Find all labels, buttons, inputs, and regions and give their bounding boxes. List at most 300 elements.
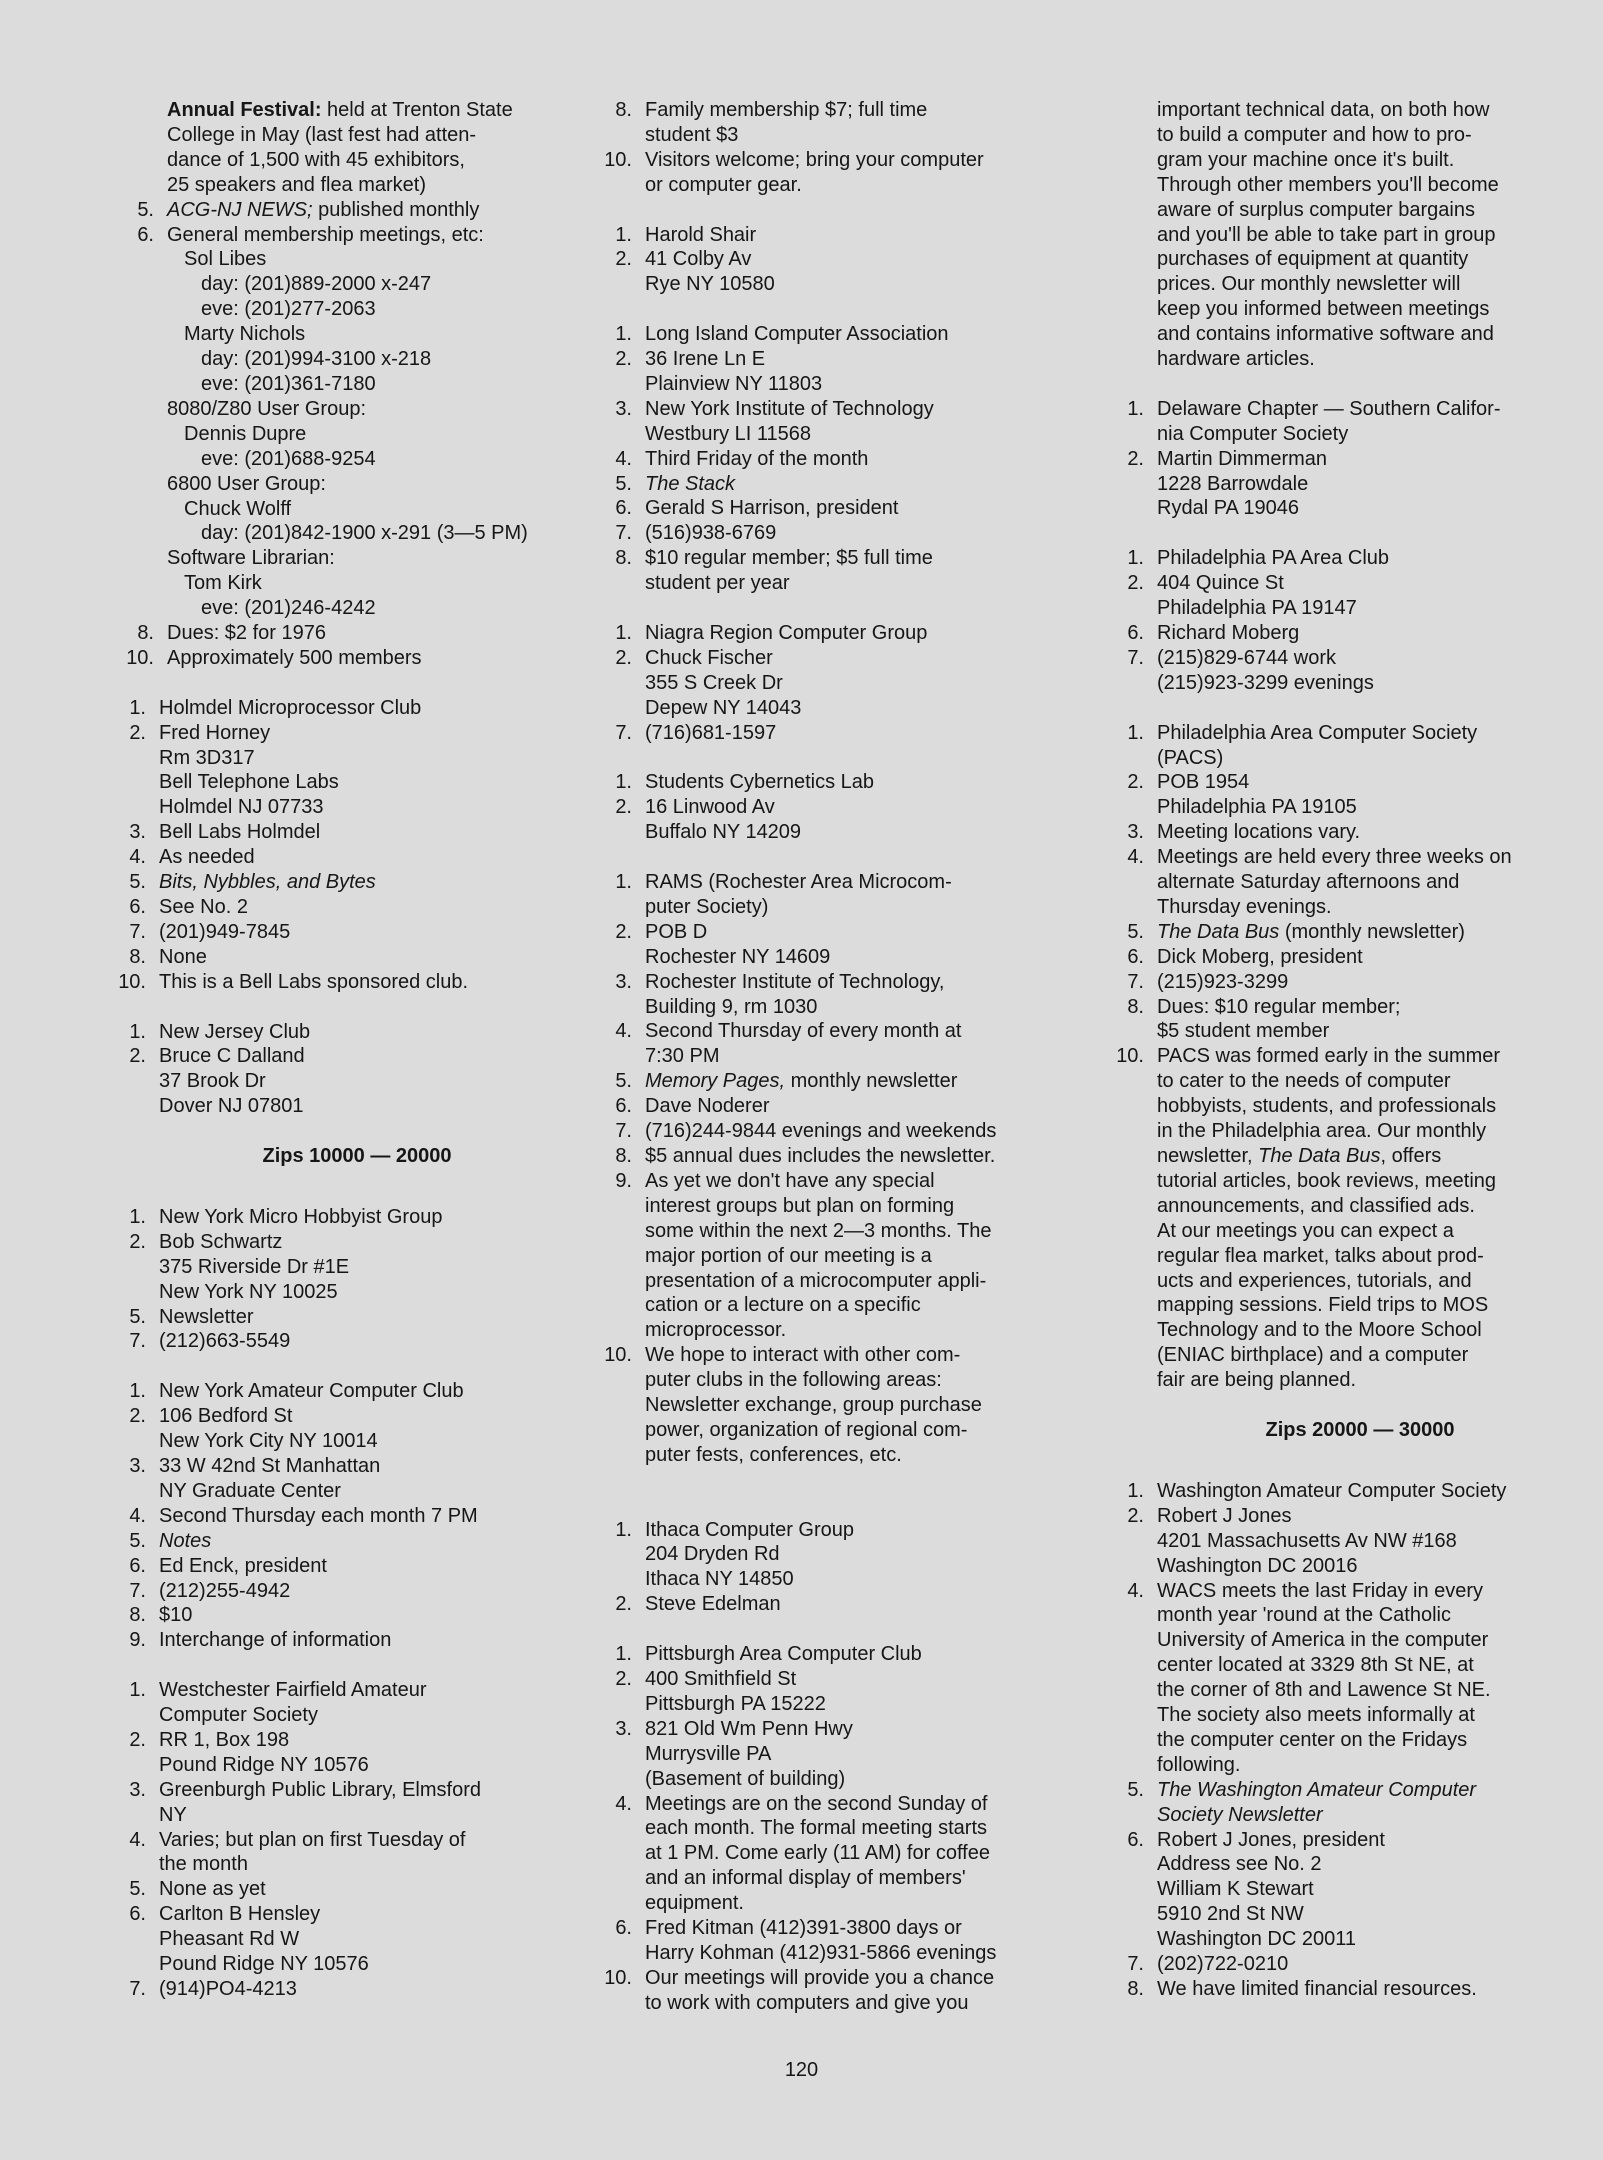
item-number xyxy=(1110,671,1157,696)
entry-line xyxy=(1110,1318,1570,1343)
item-number xyxy=(598,1368,645,1393)
club-entry xyxy=(1110,1479,1570,2002)
entry-line xyxy=(1110,1144,1570,1169)
entry-line xyxy=(1110,148,1570,173)
club-entry xyxy=(598,770,1078,845)
item-number xyxy=(598,1269,645,1294)
entry-line xyxy=(112,123,562,148)
item-text: puter fests, conferences, etc. xyxy=(645,1443,902,1466)
item-number: 10. xyxy=(118,970,146,993)
item-number xyxy=(598,1318,645,1343)
entry-line xyxy=(1110,322,1570,347)
item-number: 6. xyxy=(129,1554,146,1577)
entry-line xyxy=(598,1318,1078,1343)
item-number: 1. xyxy=(1127,721,1144,744)
entry-line xyxy=(112,297,562,322)
item-text: Dues: $10 regular member; xyxy=(1157,995,1401,1018)
item-number: 2. xyxy=(129,1045,146,1068)
item-number xyxy=(112,1703,159,1728)
item-text: to build a computer and how to pro- xyxy=(1157,123,1472,146)
item-text: alternate Saturday afternoons and xyxy=(1157,871,1460,894)
club-entry xyxy=(1110,546,1570,695)
item-number xyxy=(112,1927,159,1952)
item-text: Bruce C Dalland xyxy=(159,1045,305,1068)
item-text: the month xyxy=(159,1853,248,1876)
entry-line xyxy=(112,1703,562,1728)
club-entry xyxy=(112,1379,562,1653)
entry-line xyxy=(112,1379,562,1404)
item-number xyxy=(1110,1144,1157,1169)
item-text: (716)244-9844 evenings and weekends xyxy=(645,1120,997,1143)
entry-line xyxy=(112,1329,562,1354)
item-number xyxy=(598,1866,645,1891)
entry-line xyxy=(112,1280,562,1305)
item-number: 7. xyxy=(129,1330,146,1353)
item-text: Dennis Dupre xyxy=(184,422,307,445)
entry-line xyxy=(112,646,562,671)
item-number: 4. xyxy=(615,1792,632,1815)
item-number xyxy=(598,1293,645,1318)
item-text: Holmdel Microprocessor Club xyxy=(159,696,422,719)
item-number xyxy=(1110,746,1157,771)
entry-line xyxy=(1110,272,1570,297)
entry-line xyxy=(598,1866,1078,1891)
item-text: (202)722-0210 xyxy=(1157,1953,1289,1976)
item-number: 10. xyxy=(1116,1045,1144,1068)
item-text: Fred Kitman (412)391-3800 days or xyxy=(645,1917,962,1940)
item-text: interest groups but plan on forming xyxy=(645,1194,955,1217)
entry-line xyxy=(598,1094,1078,1119)
item-text xyxy=(159,1529,211,1554)
item-text: (914)PO4-4213 xyxy=(159,1977,297,2000)
column-3 xyxy=(1110,98,1570,2027)
item-number: 3. xyxy=(615,397,632,420)
item-text xyxy=(1157,1803,1323,1828)
item-text: (ENIAC birthplace) and a computer xyxy=(1157,1344,1469,1367)
entry-line xyxy=(1110,646,1570,671)
item-text: 5910 2nd St NW xyxy=(1157,1903,1304,1926)
item-number xyxy=(598,1841,645,1866)
item-text: Holmdel NJ 07733 xyxy=(159,796,324,819)
club-entry xyxy=(112,1205,562,1354)
item-number xyxy=(112,1803,159,1828)
item-text: PACS was formed early in the summer xyxy=(1157,1045,1501,1068)
club-entry xyxy=(112,696,562,995)
entry-line xyxy=(1110,995,1570,1020)
item-text: Martin Dimmerman xyxy=(1157,447,1328,470)
entry-line xyxy=(1110,1927,1570,1952)
item-text: 7:30 PM xyxy=(645,1045,720,1068)
item-number: 5. xyxy=(137,198,154,221)
entry-line xyxy=(598,1343,1078,1368)
entry-line xyxy=(1110,795,1570,820)
entry-line xyxy=(112,1952,562,1977)
item-text: announcements, and classified ads. xyxy=(1157,1194,1475,1217)
item-text: $5 student member xyxy=(1157,1020,1330,1043)
entry-line xyxy=(112,1044,562,1069)
item-text: Bob Schwartz xyxy=(159,1230,283,1253)
entry-line xyxy=(112,1554,562,1579)
item-text: New Jersey Club xyxy=(159,1020,311,1043)
italic-title: ACG-NJ NEWS; xyxy=(167,198,313,221)
item-text: RAMS (Rochester Area Microcom- xyxy=(645,871,952,894)
item-text: puter Society) xyxy=(645,895,769,918)
item-text: Pheasant Rd W xyxy=(159,1928,300,1951)
item-number: 1. xyxy=(129,1205,146,1228)
item-number: 1. xyxy=(615,621,632,644)
item-number: 2. xyxy=(615,646,632,669)
entry-line xyxy=(1110,721,1570,746)
entry-line xyxy=(112,1094,562,1119)
entry-line xyxy=(1110,1678,1570,1703)
item-text: ACG-NJ NEWS; published monthly xyxy=(167,198,480,221)
item-number xyxy=(598,671,645,696)
item-number: 2. xyxy=(1127,572,1144,595)
item-number: 2. xyxy=(615,348,632,371)
entry-line xyxy=(112,1479,562,1504)
entry-line xyxy=(1110,496,1570,521)
item-number: 1. xyxy=(1127,397,1144,420)
entry-line xyxy=(1110,1069,1570,1094)
section-heading: Zips 10000 — 20000 xyxy=(262,1145,452,1168)
entry-line xyxy=(112,98,562,123)
item-text: purchases of equipment at quantity xyxy=(1157,248,1469,271)
item-text: University of America in the computer xyxy=(1157,1629,1489,1652)
club-entry xyxy=(112,1678,562,2002)
item-text: Interchange of information xyxy=(159,1629,392,1652)
entry-line xyxy=(1110,98,1570,123)
item-text: presentation of a microcomputer appli- xyxy=(645,1269,987,1292)
item-text: ucts and experiences, tutorials, and xyxy=(1157,1269,1472,1292)
item-number: 2. xyxy=(615,920,632,943)
item-number: 4. xyxy=(1127,846,1144,869)
entry-line xyxy=(1110,1119,1570,1144)
item-text: day: (201)994-3100 x-218 xyxy=(201,348,432,371)
item-text: This is a Bell Labs sponsored club. xyxy=(159,970,469,993)
item-number xyxy=(1110,1169,1157,1194)
item-number xyxy=(598,422,645,447)
entry-line xyxy=(112,148,562,173)
item-number xyxy=(1110,1318,1157,1343)
item-text: Plainview NY 11803 xyxy=(645,372,823,395)
item-text: POB D xyxy=(645,920,708,943)
item-number xyxy=(1110,1703,1157,1728)
item-text: eve: (201)277-2063 xyxy=(201,298,376,321)
item-number: 2. xyxy=(615,248,632,271)
item-text: Memory Pages, monthly newsletter xyxy=(645,1070,958,1093)
entry-line xyxy=(112,372,562,397)
item-number: 1. xyxy=(615,323,632,346)
entry-line xyxy=(1110,472,1570,497)
spacer xyxy=(598,1493,1078,1518)
item-text: Rye NY 10580 xyxy=(645,273,775,296)
item-text: Harry Kohman (412)931-5866 evenings xyxy=(645,1941,997,1964)
item-number: 1. xyxy=(615,1643,632,1666)
item-number: 6. xyxy=(615,1917,632,1940)
entry-line xyxy=(598,472,1078,497)
item-text: Ithaca Computer Group xyxy=(645,1518,854,1541)
entry-line xyxy=(112,795,562,820)
item-text: 16 Linwood Av xyxy=(645,796,775,819)
item-text: None as yet xyxy=(159,1878,266,1901)
item-number: 7. xyxy=(615,1120,632,1143)
entry-line xyxy=(1110,1479,1570,1504)
item-text: Annual Festival: held at Trenton State xyxy=(167,99,513,121)
item-text: aware of surplus computer bargains xyxy=(1157,198,1475,221)
item-number xyxy=(598,1941,645,1966)
entry-line xyxy=(598,571,1078,596)
item-text: We hope to interact with other com- xyxy=(645,1344,961,1367)
item-number xyxy=(1110,347,1157,372)
entry-line xyxy=(598,521,1078,546)
item-text: regular flea market, talks about prod- xyxy=(1157,1244,1484,1267)
item-number xyxy=(598,995,645,1020)
item-text: Second Thursday each month 7 PM xyxy=(159,1504,478,1527)
item-text: major portion of our meeting is a xyxy=(645,1244,932,1267)
item-number: 2. xyxy=(615,1593,632,1616)
item-text: 8080/Z80 User Group: xyxy=(167,397,366,420)
item-text: Long Island Computer Association xyxy=(645,323,949,346)
item-text: Dick Moberg, president xyxy=(1157,945,1363,968)
item-number: 5. xyxy=(615,472,632,495)
item-text: Robert J Jones, president xyxy=(1157,1828,1385,1851)
item-text: New York Micro Hobbyist Group xyxy=(159,1205,443,1228)
club-entry xyxy=(598,621,1078,746)
item-number: 1. xyxy=(129,1020,146,1043)
entry-line xyxy=(112,820,562,845)
item-number xyxy=(598,1991,645,2016)
item-text: (212)663-5549 xyxy=(159,1330,291,1353)
item-text: 400 Smithfield St xyxy=(645,1667,797,1690)
entry-line xyxy=(1110,1753,1570,1778)
item-text: some within the next 2—3 months. The xyxy=(645,1219,992,1242)
item-text: dance of 1,500 with 45 exhibitors, xyxy=(167,148,465,171)
entry-line xyxy=(1110,247,1570,272)
entry-line xyxy=(112,546,562,571)
entry-line xyxy=(598,1044,1078,1069)
item-text: New York Amateur Computer Club xyxy=(159,1380,464,1403)
entry-line xyxy=(598,1393,1078,1418)
entry-line xyxy=(1110,422,1570,447)
entry-line xyxy=(1110,347,1570,372)
entry-line xyxy=(112,322,562,347)
item-text: Bell Telephone Labs xyxy=(159,771,339,794)
item-text: Delaware Chapter — Southern Califor- xyxy=(1157,397,1501,420)
entry-line xyxy=(112,1753,562,1778)
item-number xyxy=(1110,1529,1157,1554)
item-number xyxy=(1110,596,1157,621)
item-text: Tom Kirk xyxy=(184,572,262,595)
entry-line xyxy=(112,272,562,297)
item-text: 6800 User Group: xyxy=(167,472,326,495)
item-text: $10 xyxy=(159,1604,193,1627)
entry-line xyxy=(1110,1828,1570,1853)
item-text: College in May (last fest had atten- xyxy=(167,123,477,146)
item-number xyxy=(1110,1728,1157,1753)
item-text: Philadelphia Area Computer Society xyxy=(1157,721,1478,744)
item-text: Software Librarian: xyxy=(167,547,335,570)
item-text: Varies; but plan on first Tuesday of xyxy=(159,1828,466,1851)
item-number xyxy=(112,1429,159,1454)
item-text: Westbury LI 11568 xyxy=(645,422,812,445)
entry-line xyxy=(1110,297,1570,322)
item-text: Visitors welcome; bring your computer xyxy=(645,148,984,171)
item-number xyxy=(1110,1554,1157,1579)
entry-line xyxy=(112,1902,562,1927)
item-number xyxy=(598,945,645,970)
item-text: following. xyxy=(1157,1753,1241,1776)
item-number: 10. xyxy=(604,1966,632,1989)
entry-line xyxy=(112,1069,562,1094)
item-number: 3. xyxy=(1127,821,1144,844)
entry-line xyxy=(598,347,1078,372)
entry-line xyxy=(598,546,1078,571)
item-number xyxy=(598,1767,645,1792)
item-number: 7. xyxy=(1127,646,1144,669)
item-text: WACS meets the last Friday in every xyxy=(1157,1579,1484,1602)
item-text: nia Computer Society xyxy=(1157,422,1349,445)
entry-line xyxy=(598,98,1078,123)
entry-line xyxy=(1110,1269,1570,1294)
item-text: New York City NY 10014 xyxy=(159,1430,378,1453)
item-number xyxy=(1110,223,1157,248)
entry-line xyxy=(1110,546,1570,571)
item-number: 10. xyxy=(604,148,632,171)
entry-line xyxy=(598,646,1078,671)
item-text: (212)255-4942 xyxy=(159,1579,291,1602)
entry-line xyxy=(1110,920,1570,945)
item-text: Meetings are on the second Sunday of xyxy=(645,1792,988,1815)
item-number xyxy=(1110,173,1157,198)
page-number: 120 xyxy=(784,2059,819,2081)
club-entry xyxy=(1110,721,1570,1393)
item-text: General membership meetings, etc: xyxy=(167,223,484,246)
entry-line xyxy=(1110,173,1570,198)
item-text: or computer gear. xyxy=(645,173,802,196)
item-text: Pittsburgh PA 15222 xyxy=(645,1692,826,1715)
item-number: 4. xyxy=(129,1504,146,1527)
item-text: 25 speakers and flea market) xyxy=(167,173,427,196)
entry-line xyxy=(598,1966,1078,1991)
entry-line xyxy=(598,1717,1078,1742)
item-number: 4. xyxy=(1127,1579,1144,1602)
entry-line xyxy=(1110,571,1570,596)
item-text: The Data Bus (monthly newsletter) xyxy=(1157,920,1465,943)
entry-line xyxy=(1110,1977,1570,2002)
item-number xyxy=(598,696,645,721)
entry-line xyxy=(112,1429,562,1454)
item-number xyxy=(598,1244,645,1269)
item-number xyxy=(1110,247,1157,272)
item-number xyxy=(1110,1094,1157,1119)
item-text: eve: (201)688-9254 xyxy=(201,447,376,470)
item-number xyxy=(1110,1852,1157,1877)
item-number: 3. xyxy=(615,1717,632,1740)
entry-line xyxy=(112,1852,562,1877)
entry-line xyxy=(598,621,1078,646)
entry-line xyxy=(112,895,562,920)
item-text: puter clubs in the following areas: xyxy=(645,1369,942,1392)
entry-line xyxy=(1110,1504,1570,1529)
club-entry xyxy=(1110,98,1570,372)
entry-line xyxy=(598,870,1078,895)
item-text: Fred Horney xyxy=(159,721,271,744)
item-number: 6. xyxy=(1127,945,1144,968)
column-2 xyxy=(598,98,1078,2041)
entry-line xyxy=(598,422,1078,447)
item-number xyxy=(598,1816,645,1841)
entry-line xyxy=(598,1194,1078,1219)
item-number xyxy=(598,372,645,397)
item-number xyxy=(1110,272,1157,297)
item-number: 9. xyxy=(615,1169,632,1192)
entry-line xyxy=(1110,1653,1570,1678)
item-number xyxy=(1110,1293,1157,1318)
item-text: Chuck Wolff xyxy=(184,497,292,520)
italic-title: The Data Bus xyxy=(1157,920,1280,943)
item-text: equipment. xyxy=(645,1892,744,1915)
item-number xyxy=(1110,1343,1157,1368)
item-number xyxy=(598,173,645,198)
item-number: 1. xyxy=(615,771,632,794)
entry-line xyxy=(1110,1219,1570,1244)
item-text: (215)923-3299 xyxy=(1157,970,1289,993)
entry-line xyxy=(598,1443,1078,1468)
entry-line xyxy=(112,870,562,895)
item-number: 2. xyxy=(129,1405,146,1428)
item-text: prices. Our monthly newsletter will xyxy=(1157,273,1461,296)
item-text: Dover NJ 07801 xyxy=(159,1095,304,1118)
entry-line xyxy=(598,1567,1078,1592)
item-number: 3. xyxy=(129,821,146,844)
item-number xyxy=(1110,1678,1157,1703)
entry-line xyxy=(1110,1703,1570,1728)
item-number: 5. xyxy=(129,871,146,894)
item-text: Dues: $2 for 1976 xyxy=(167,622,326,645)
item-text: Greenburgh Public Library, Elmsford xyxy=(159,1778,481,1801)
item-number xyxy=(1110,1603,1157,1628)
item-number: 6. xyxy=(615,497,632,520)
item-text: William K Stewart xyxy=(1157,1878,1314,1901)
item-text: At our meetings you can expect a xyxy=(1157,1219,1454,1242)
item-number xyxy=(112,795,159,820)
item-number xyxy=(1110,1753,1157,1778)
entry-line xyxy=(112,845,562,870)
item-text: Niagra Region Computer Group xyxy=(645,621,928,644)
entry-line xyxy=(598,770,1078,795)
item-number xyxy=(1110,422,1157,447)
item-number: 3. xyxy=(129,1454,146,1477)
entry-line xyxy=(1110,1293,1570,1318)
bold-lead: Annual Festival: xyxy=(167,99,322,121)
entry-line xyxy=(1110,945,1570,970)
entry-line xyxy=(1110,1343,1570,1368)
item-number xyxy=(112,770,159,795)
entry-line xyxy=(1110,1877,1570,1902)
entry-line xyxy=(598,1816,1078,1841)
item-text: newsletter, The Data Bus, offers xyxy=(1157,1145,1442,1168)
item-text: Our meetings will provide you a chance xyxy=(645,1966,995,1989)
entry-line xyxy=(598,1742,1078,1767)
entry-line xyxy=(598,1219,1078,1244)
entry-line xyxy=(112,1305,562,1330)
club-entry xyxy=(598,322,1078,596)
item-number xyxy=(598,1742,645,1767)
item-text: Pound Ridge NY 10576 xyxy=(159,1953,369,1976)
item-number xyxy=(1110,870,1157,895)
item-text: NY Graduate Center xyxy=(159,1479,341,1502)
item-text: Ed Enck, president xyxy=(159,1554,327,1577)
